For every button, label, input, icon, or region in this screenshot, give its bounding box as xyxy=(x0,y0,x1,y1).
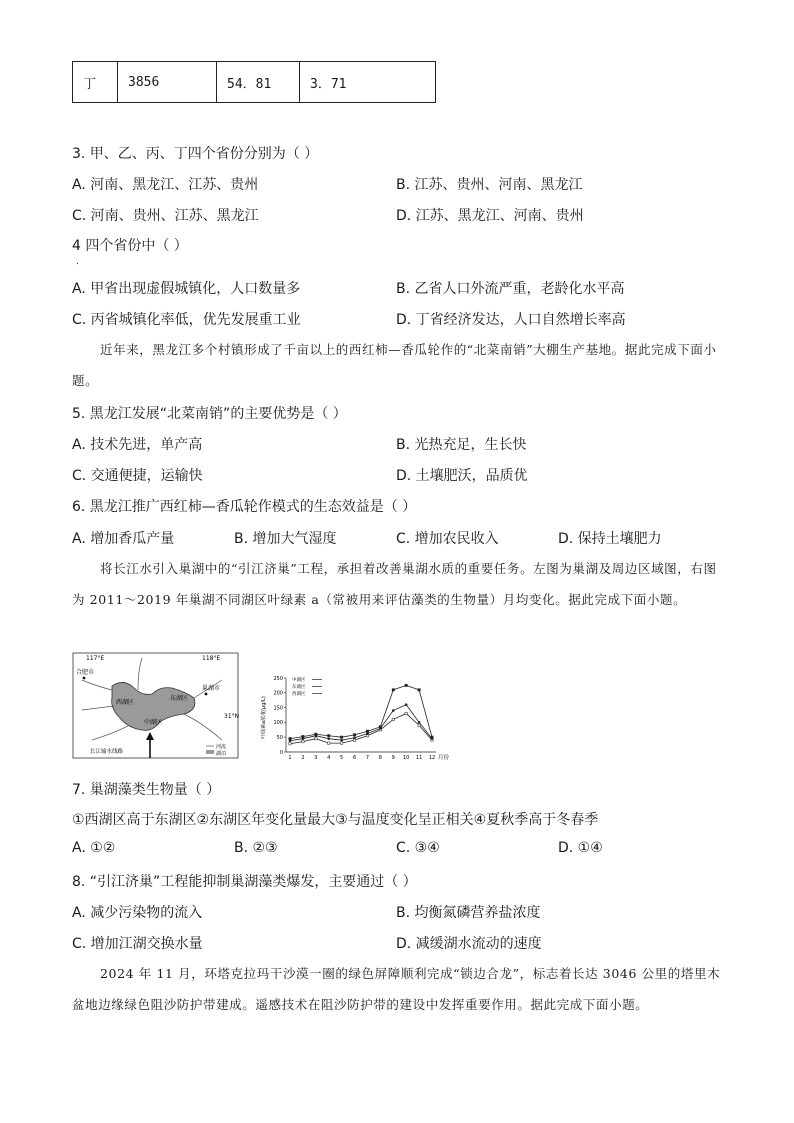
legend-label: 东湖区 xyxy=(292,685,306,690)
middle-lake-label: 中湖区 xyxy=(144,719,163,726)
x-tick-label: 12 xyxy=(428,755,436,761)
y-tick-label: 100 xyxy=(273,720,283,727)
data-point xyxy=(405,712,407,714)
series-line xyxy=(290,714,432,744)
data-point xyxy=(431,736,433,738)
q7-statements: ①西湖区高于东湖区②东湖区年变化量最大③与温度变化呈正相关④夏秋季高于冬春季 xyxy=(72,812,599,828)
q4-option-b[interactable]: B. 乙省人口外流严重，老龄化水平高 xyxy=(396,281,625,297)
city-dot-chaohu xyxy=(205,693,208,696)
x-tick-label: 11 xyxy=(415,755,423,761)
data-point xyxy=(289,737,291,739)
q3-option-c[interactable]: C. 河南、贵州、江苏、黑龙江 xyxy=(72,208,259,224)
table-cell-value1: 3856 xyxy=(118,62,217,103)
data-point xyxy=(353,734,355,736)
chlorophyll-chart xyxy=(258,672,458,764)
table-cell-value2: 54．81 xyxy=(217,62,300,103)
east-lake-label: 东湖区 xyxy=(170,695,189,702)
legend-label: 中湖区 xyxy=(292,678,306,683)
data-point xyxy=(328,735,330,737)
q4-option-a[interactable]: A. 甲省出现虚假城镇化，人口数量多 xyxy=(72,281,301,297)
canal-label: 长江输水线路 xyxy=(90,749,124,755)
y-tick-label: 150 xyxy=(273,705,283,712)
x-tick-label: 7 xyxy=(365,755,370,761)
city-chaohu: 巢湖市 xyxy=(202,685,221,692)
q5-stem: 5. 黑龙江发展“北菜南销”的主要优势是（ ） xyxy=(72,406,347,422)
data-point xyxy=(327,737,330,740)
q6-option-c[interactable]: C. 增加农民收入 xyxy=(396,531,499,547)
q6-option-d[interactable]: D. 保持土壤肥力 xyxy=(558,531,662,547)
table-cell-value3: 3．71 xyxy=(300,62,436,103)
data-point xyxy=(405,703,408,706)
passage-chaohu: 将长江水引入巢湖中的“引江济巢”工程，承担着改善巢湖水质的重要任务。左图为巢湖及周边区域图，右图为 2011～2019 年巢湖不同湖区叶绿素 a（常被用来评估藻类的生物量）月均变化。据此完成下面小题。 xyxy=(72,561,717,607)
stray-dot: ． xyxy=(76,257,86,267)
lon-label-2: 118°E xyxy=(202,655,221,662)
q4-stem: 4 四个省份中（ ） xyxy=(72,238,188,254)
y-tick-label: 200 xyxy=(273,690,283,697)
q5-option-a[interactable]: A. 技术先进，单产高 xyxy=(72,437,203,453)
data-point xyxy=(302,735,304,737)
x-tick-label: 6 xyxy=(352,755,357,761)
q7-option-a[interactable]: A. ①② xyxy=(72,840,116,856)
west-lake-label: 西湖区 xyxy=(116,699,135,706)
passage-taklimakan: 2024 年 11 月，环塔克拉玛干沙漠一圈的绿色屏障顺利完成“锁边合龙”，标志着长达 3046 公里的塔里木盆地边缘绿色阻沙防护带建成。遥感技术在阻沙防护带的建设中发挥重要作用。据此完成下面小题。 xyxy=(72,966,721,1012)
data-point xyxy=(418,724,420,726)
series-line xyxy=(290,685,432,738)
q7-stem: 7. 巢湖藻类生物量（ ） xyxy=(72,782,221,798)
q6-option-a[interactable]: A. 增加香瓜产量 xyxy=(72,531,175,547)
q5-option-b[interactable]: B. 光热充足，生长快 xyxy=(396,437,527,453)
data-table xyxy=(72,61,436,103)
q8-stem: 8. “引江济巢”工程能抑制巢湖藻类爆发，主要通过（ ） xyxy=(72,874,417,890)
passage-beicainanxiao: 近年来，黑龙江多个村镇形成了千亩以上的西红柿—香瓜轮作的“北菜南销”大棚生产基地。据此完成下面小题。 xyxy=(72,342,717,388)
q8-option-a[interactable]: A. 减少污染物的流入 xyxy=(72,905,203,921)
q8-option-c[interactable]: C. 增加江湖交换水量 xyxy=(72,936,203,952)
data-point xyxy=(340,739,343,742)
q3-option-a[interactable]: A. 河南、黑龙江、江苏、贵州 xyxy=(72,177,259,193)
q3-option-b[interactable]: B. 江苏、贵州、河南、黑龙江 xyxy=(396,177,583,193)
x-tick-label: 4 xyxy=(327,755,331,761)
data-point xyxy=(328,742,330,744)
data-point xyxy=(340,736,342,738)
y-tick-label: 0 xyxy=(279,749,283,756)
q3-option-d[interactable]: D. 江苏、黑龙江、河南、贵州 xyxy=(396,208,584,224)
city-hefei: 合肥市 xyxy=(76,669,95,676)
chart-xlabel: 月份 xyxy=(438,755,450,761)
x-tick-label: 8 xyxy=(378,755,382,761)
x-tick-label: 1 xyxy=(288,755,292,761)
data-point xyxy=(418,689,420,691)
table-cell-province: 丁 xyxy=(73,62,118,103)
q5-option-d[interactable]: D. 土壤肥沃，品质优 xyxy=(396,468,528,484)
data-point xyxy=(366,732,369,735)
x-tick-label: 9 xyxy=(391,755,395,761)
data-point xyxy=(353,739,355,741)
q6-option-b[interactable]: B. 增加大气湿度 xyxy=(234,531,337,547)
y-tick-label: 50 xyxy=(276,735,283,741)
legend-lake-symbol xyxy=(206,750,214,754)
q8-option-b[interactable]: B. 均衡氮磷营养盐浓度 xyxy=(396,905,541,921)
q7-option-b[interactable]: B. ②③ xyxy=(234,840,278,856)
chart-ylabel: 叶绿素a浓度(μg/L) xyxy=(261,696,267,739)
data-point xyxy=(315,733,317,735)
q5-option-c[interactable]: C. 交通便捷，运输快 xyxy=(72,468,203,484)
data-point xyxy=(302,740,304,742)
legend-label: 西湖区 xyxy=(292,692,306,697)
q4-option-d[interactable]: D. 丁省经济发达，人口自然增长率高 xyxy=(396,312,626,328)
x-tick-label: 2 xyxy=(301,755,305,761)
q7-option-d[interactable]: D. ①④ xyxy=(558,840,603,856)
q4-option-c[interactable]: C. 丙省城镇化率低，优先发展重工业 xyxy=(72,312,301,328)
lon-label-1: 117°E xyxy=(86,655,105,662)
table-row xyxy=(73,62,436,103)
q7-option-c[interactable]: C. ③④ xyxy=(396,840,440,856)
data-point xyxy=(392,709,395,712)
data-point xyxy=(340,742,342,744)
q8-option-d[interactable]: D. 减缓湖水流动的速度 xyxy=(396,936,542,952)
data-point xyxy=(353,736,356,739)
x-tick-label: 3 xyxy=(314,755,318,761)
legend-river: 河流 xyxy=(216,744,227,750)
data-point xyxy=(392,689,394,691)
lat-label: 31°N xyxy=(224,713,240,720)
data-point xyxy=(405,684,407,686)
legend-lake: 湖泊 xyxy=(216,751,227,757)
x-tick-label: 5 xyxy=(340,755,344,761)
chart-marks xyxy=(289,676,434,745)
q6-stem: 6. 黑龙江推广西红柿—香瓜轮作模式的生态效益是（ ） xyxy=(72,499,417,515)
data-point xyxy=(392,718,394,720)
y-tick-label: 250 xyxy=(273,675,283,682)
chaohu-map xyxy=(72,650,240,760)
x-tick-label: 10 xyxy=(402,755,410,761)
city-dot-hefei xyxy=(83,677,86,680)
data-point xyxy=(418,721,421,724)
q3-stem: 3. 甲、乙、丙、丁四个省份分别为（ ） xyxy=(72,146,319,162)
data-point xyxy=(366,730,368,732)
data-point xyxy=(379,726,381,728)
data-point xyxy=(289,743,291,745)
data-point xyxy=(315,737,317,739)
